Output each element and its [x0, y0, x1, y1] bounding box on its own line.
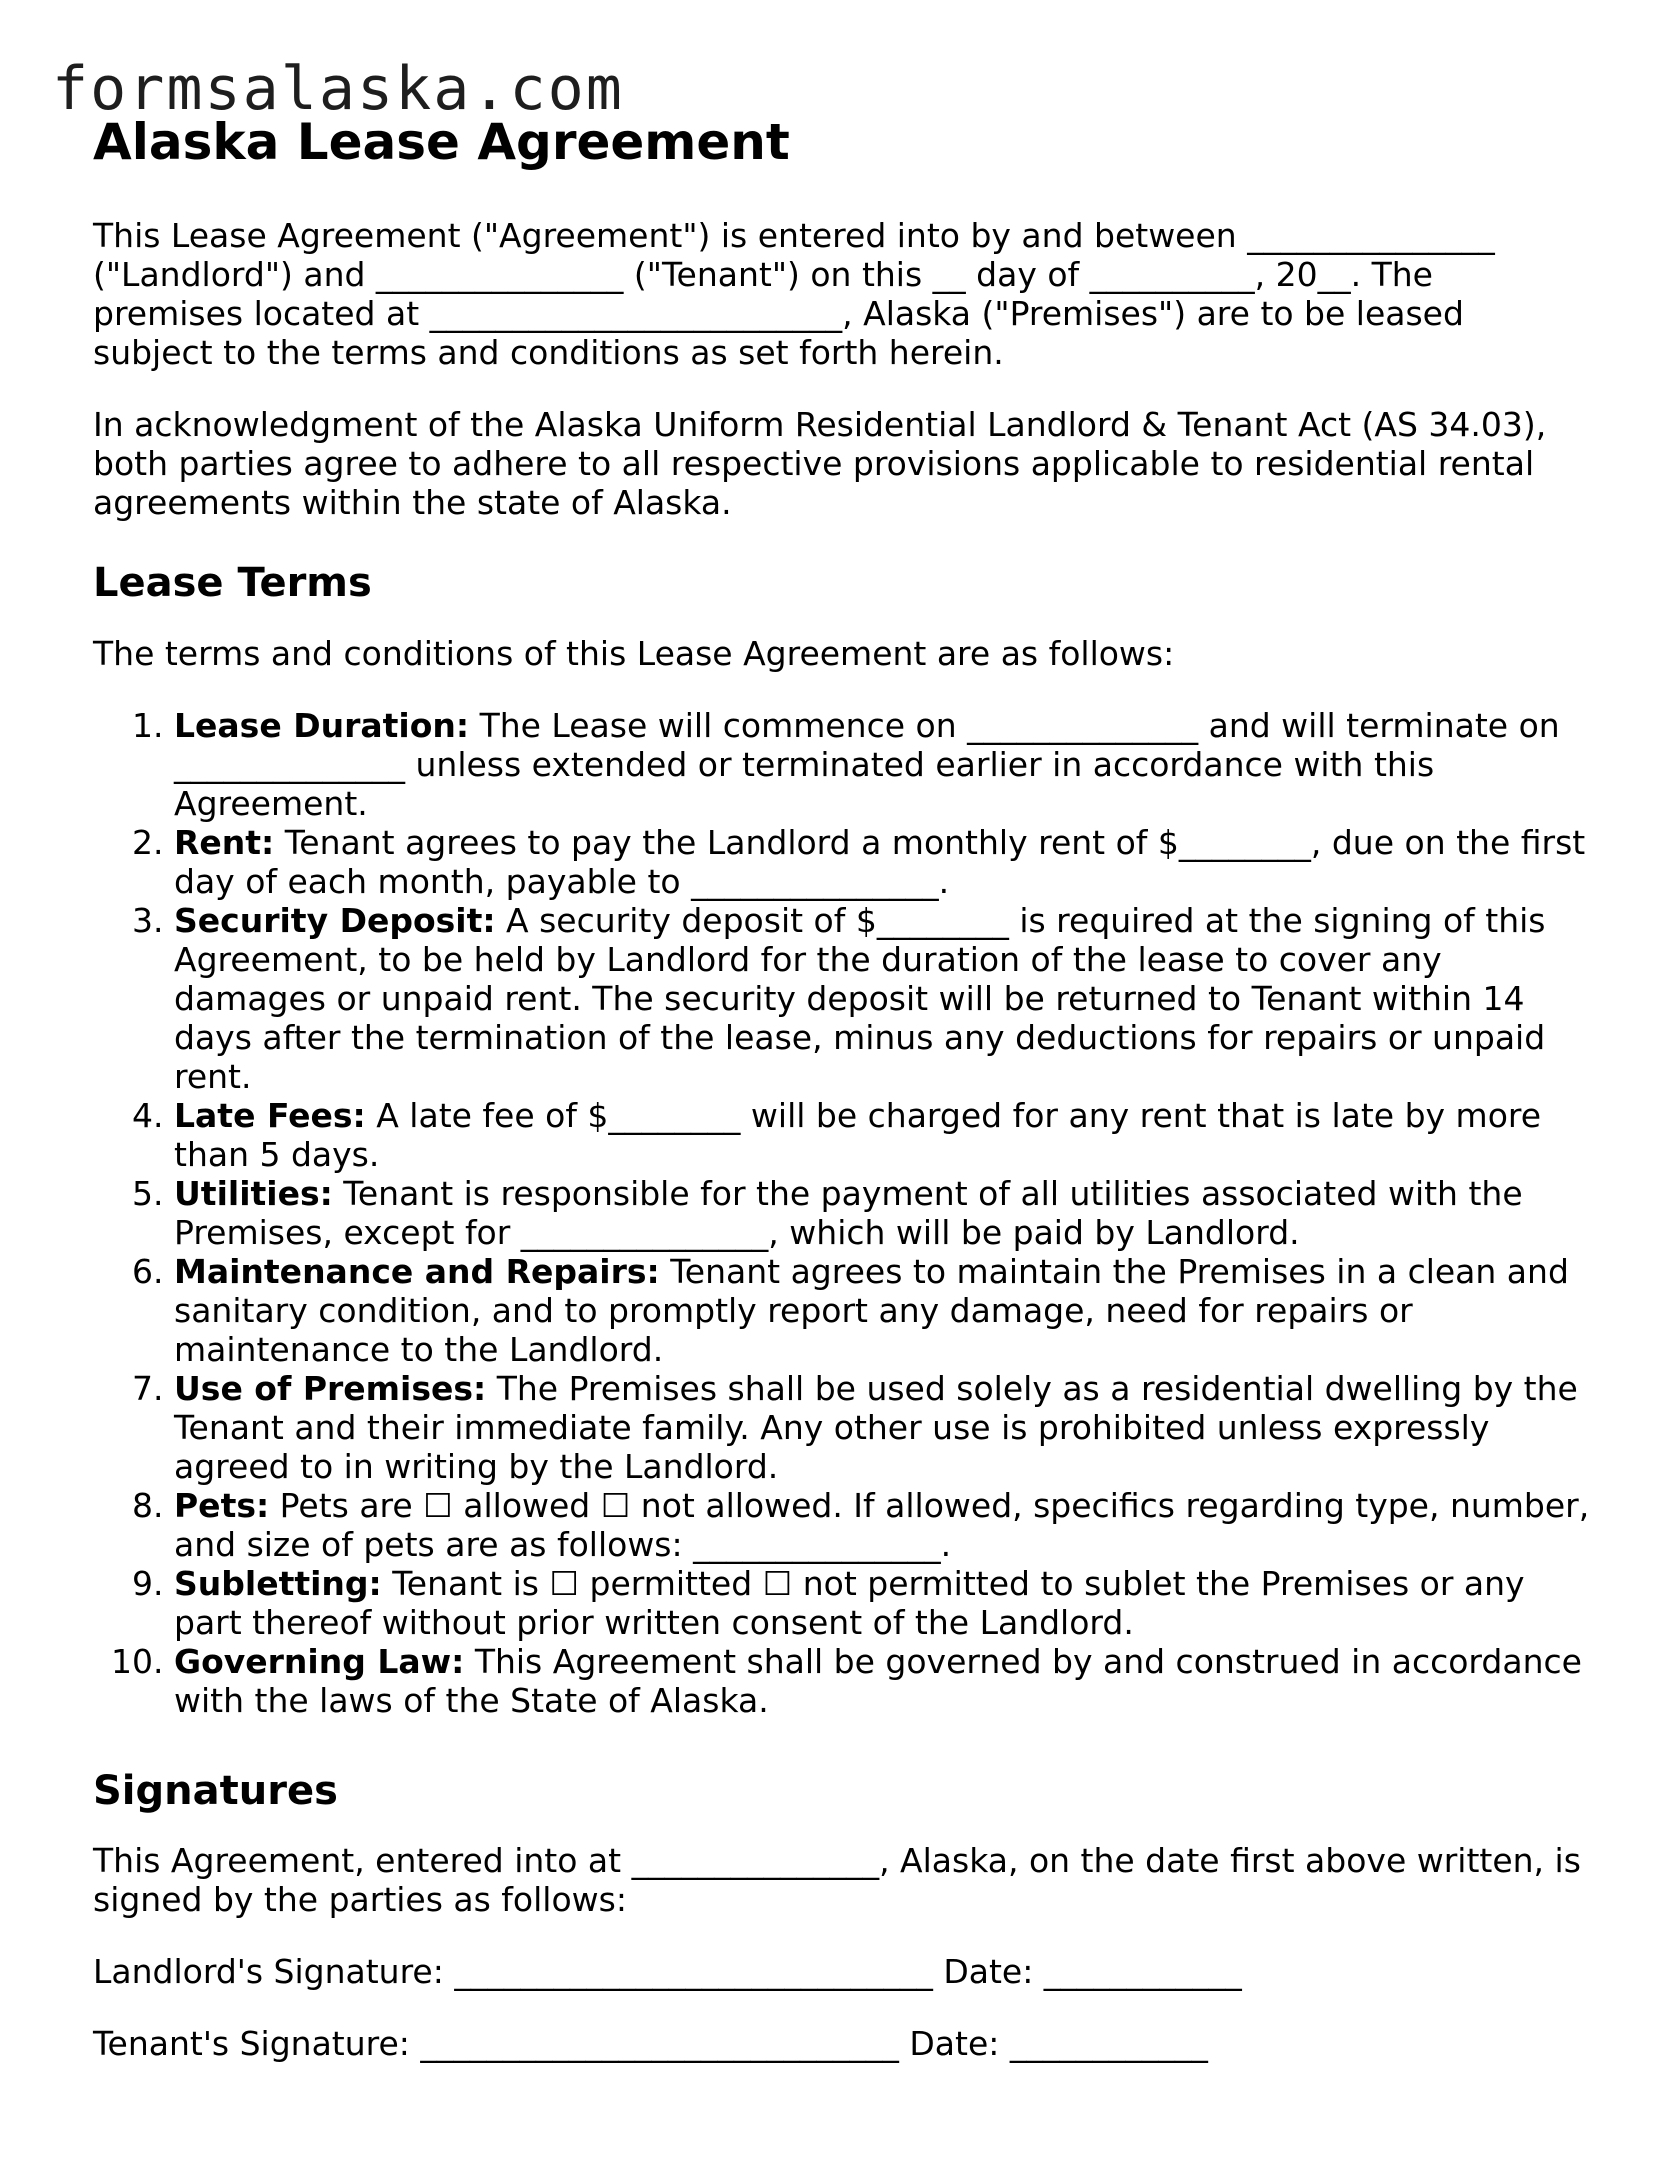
term-text: Tenant is ☐ permitted ☐ not permitted to sublet the Premises or any part thereof without prior written consent of the Landlord. — [174, 1564, 1525, 1642]
term-text: Tenant is responsible for the payment of all utilities associated with the Premises, except for _______________, which will be paid by Landlord. — [174, 1174, 1523, 1252]
term-title: Maintenance and Repairs: — [174, 1252, 660, 1291]
term-title: Pets: — [174, 1486, 270, 1525]
document-title: Alaska Lease Agreement — [93, 113, 790, 171]
term-title: Subletting: — [174, 1564, 382, 1603]
signatures-intro: This Agreement, entered into at _______________, Alaska, on the date first above written, is signed by the parties as follows: — [93, 1841, 1581, 1919]
signatures-heading: Signatures — [93, 1768, 338, 1814]
term-item-lease-duration — [174, 706, 1593, 823]
term-title: Use of Premises: — [174, 1369, 487, 1408]
term-title: Lease Duration: — [174, 706, 470, 745]
term-item-security-deposit — [174, 901, 1593, 1096]
term-text: This Agreement shall be governed by and construed in accordance with the laws of the State of Alaska. — [174, 1642, 1582, 1720]
term-text: The Premises shall be used solely as a residential dwelling by the Tenant and their immediate family. Any other use is prohibited unless expressly agreed to in writing by the Landlord. — [174, 1369, 1578, 1486]
term-item-late-fees — [174, 1096, 1593, 1174]
term-item-subletting — [174, 1564, 1593, 1642]
term-text: A security deposit of $________ is required at the signing of this Agreement, to be held by Landlord for the duration of the lease to cover any damages or unpaid rent. The security deposit will be returned to Tenant within 14 days after the termination of the lease, minus any deductions for repairs or unpaid rent. — [174, 901, 1546, 1096]
lease-terms-heading: Lease Terms — [93, 560, 372, 606]
term-text: The Lease will commence on ______________ and will terminate on ______________ unless extended or terminated earlier in accordance with this Agreement. — [174, 706, 1560, 823]
term-text: A late fee of $________ will be charged for any rent that is late by more than 5 days. — [174, 1096, 1542, 1174]
term-item-maintenance — [174, 1252, 1593, 1369]
watermark: formsalaska.com — [52, 54, 624, 124]
term-text: Tenant agrees to maintain the Premises in a clean and sanitary condition, and to promptly report any damage, need for repairs or maintenance to the Landlord. — [174, 1252, 1569, 1369]
term-text: Tenant agrees to pay the Landlord a monthly rent of $________, due on the first day of each month, payable to _______________. — [174, 823, 1586, 901]
term-item-governing-law — [174, 1642, 1593, 1720]
term-title: Rent: — [174, 823, 275, 862]
term-item-utilities — [174, 1174, 1593, 1252]
term-item-rent — [174, 823, 1593, 901]
term-text: Pets are ☐ allowed ☐ not allowed. If allowed, specifics regarding type, number, and size of pets are as follows: _______________. — [174, 1486, 1590, 1564]
term-item-pets — [174, 1486, 1593, 1564]
term-title: Governing Law: — [174, 1642, 465, 1681]
lease-terms-intro: The terms and conditions of this Lease Agreement are as follows: — [93, 634, 1175, 673]
term-item-use-of-premises — [174, 1369, 1593, 1486]
document-body — [93, 112, 1593, 2096]
lease-terms-list — [93, 706, 1593, 1720]
tenant-signature-line: Tenant's Signature: _____________________________ Date: ____________ — [93, 2024, 1208, 2063]
term-title: Late Fees: — [174, 1096, 366, 1135]
landlord-signature-line: Landlord's Signature: _____________________________ Date: ____________ — [93, 1952, 1242, 1991]
term-title: Security Deposit: — [174, 901, 496, 940]
acknowledgment-paragraph: In acknowledgment of the Alaska Uniform Residential Landlord & Tenant Act (AS 34.03), both parties agree to adhere to all respective provisions applicable to residential rental agreements within the state of Alaska. — [93, 405, 1547, 522]
term-title: Utilities: — [174, 1174, 333, 1213]
intro-paragraph: This Lease Agreement ("Agreement") is entered into by and between _______________ ("Landlord") and _______________ ("Tenant") on this __ day of __________, 20__. The premises located at _________________________, Alaska ("Premises") are to be leased subject to the terms and conditions as set forth herein. — [93, 216, 1495, 372]
